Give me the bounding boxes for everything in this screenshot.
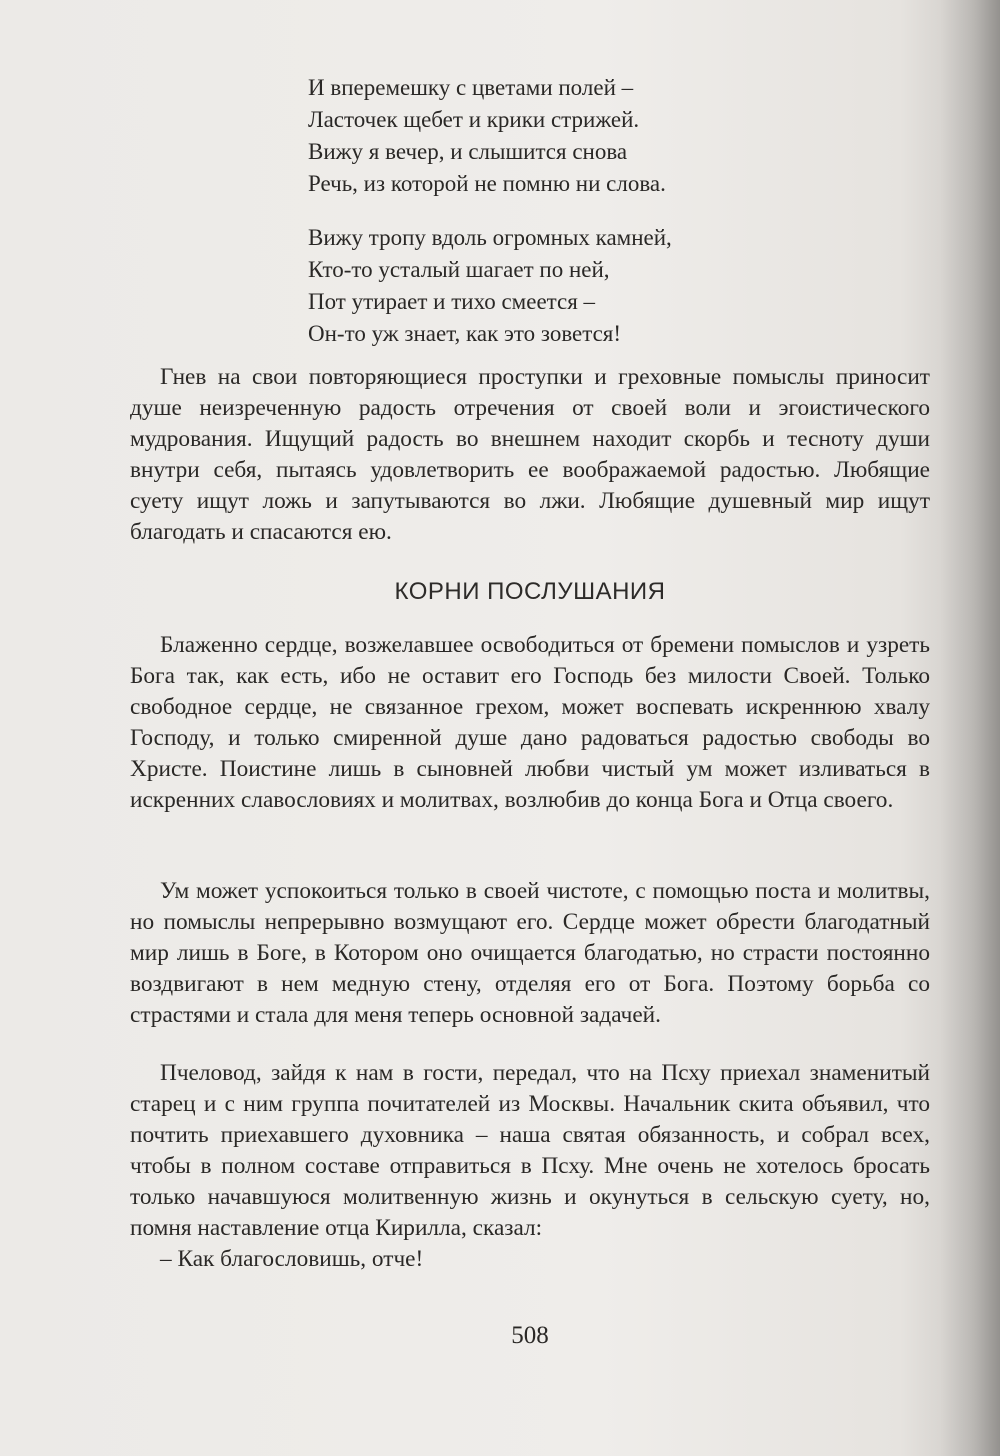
paragraph-text: Ум может успокоиться только в своей чистоте, с помощью поста и молитвы, но помыслы непрерывно возмущают его. Сердце может обрести благодатный мир лишь в Боге, в Котором оно очищается благодатью, но страсти постоянно воздвигают в нем медную стену, отделяя его от Бога. Поэтому борьба со страстями и стала для меня теперь основной задачей. <box>130 878 930 1028</box>
paragraph-blessed-heart <box>130 630 930 816</box>
poem <box>308 72 728 372</box>
poem-line: Кто-то усталый шагает по ней, <box>308 257 610 282</box>
poem-stanza-1 <box>308 72 728 200</box>
poem-line: Ласточек щебет и крики стрижей. <box>308 107 640 132</box>
dialogue-line: – Как благословишь, отче! <box>160 1246 424 1272</box>
section-heading: КОРНИ ПОСЛУШАНИЯ <box>394 578 666 605</box>
poem-line: Речь, из которой не помню ни слова. <box>308 171 666 196</box>
paragraph-anger <box>130 362 930 548</box>
paragraph-text: Гнев на свои повторяющиеся проступки и греховные помыслы приносит душе неизреченную радость отречения от своей воли и эгоистического мудрования. Ищущий радость во внешнем находит скорбь и тесноту души внутри себя, пытаясь удовлетворить ее воображаемой радостью. Любящие суету ищут ложь и запутываются во лжи. Любящие душевный мир ищут благодать и спасаются ею. <box>130 364 930 545</box>
poem-line: Он-то уж знает, как это зовется! <box>308 321 622 346</box>
poem-stanza-2 <box>308 222 728 350</box>
page-number: 508 <box>511 1322 549 1349</box>
paragraph-mind <box>130 876 930 1031</box>
poem-line: Вижу тропу вдоль огромных камней, <box>308 225 672 250</box>
paragraph-text: Блаженно сердце, возжелавшее освободиться от бремени помыслов и узреть Бога так, как есть, ибо не оставит его Господь без милости Своей. Только свободное сердце, не связанное грехом, может воспевать искреннюю хвалу Господу, и только смиренной душе дано радоваться радостью свободы во Христе. Поистине лишь в сыновней любви чистый ум может изливаться в искренних славословиях и молитвах, возлюбив до конца Бога и Отца своего. <box>130 632 930 813</box>
poem-line: И вперемешку с цветами полей – <box>308 75 634 100</box>
gutter-shadow <box>940 0 1000 1456</box>
poem-line: Пот утирает и тихо смеется – <box>308 289 596 314</box>
paragraph-beekeeper <box>130 1058 930 1275</box>
poem-line: Вижу я вечер, и слышится снова <box>308 139 628 164</box>
paragraph-text: Пчеловод, зайдя к нам в гости, передал, что на Псху приехал знаменитый старец и с ним группа почитателей из Москвы. Начальник скита объявил, что почтить приехавшего духовника – наша святая обязанность, и собрал всех, чтобы в полном составе отправиться в Псху. Мне очень не хотелось бросать только начавшуюся молитвенную жизнь и окунуться в сельскую суету, но, помня наставление отца Кирилла, сказал: <box>130 1060 930 1241</box>
